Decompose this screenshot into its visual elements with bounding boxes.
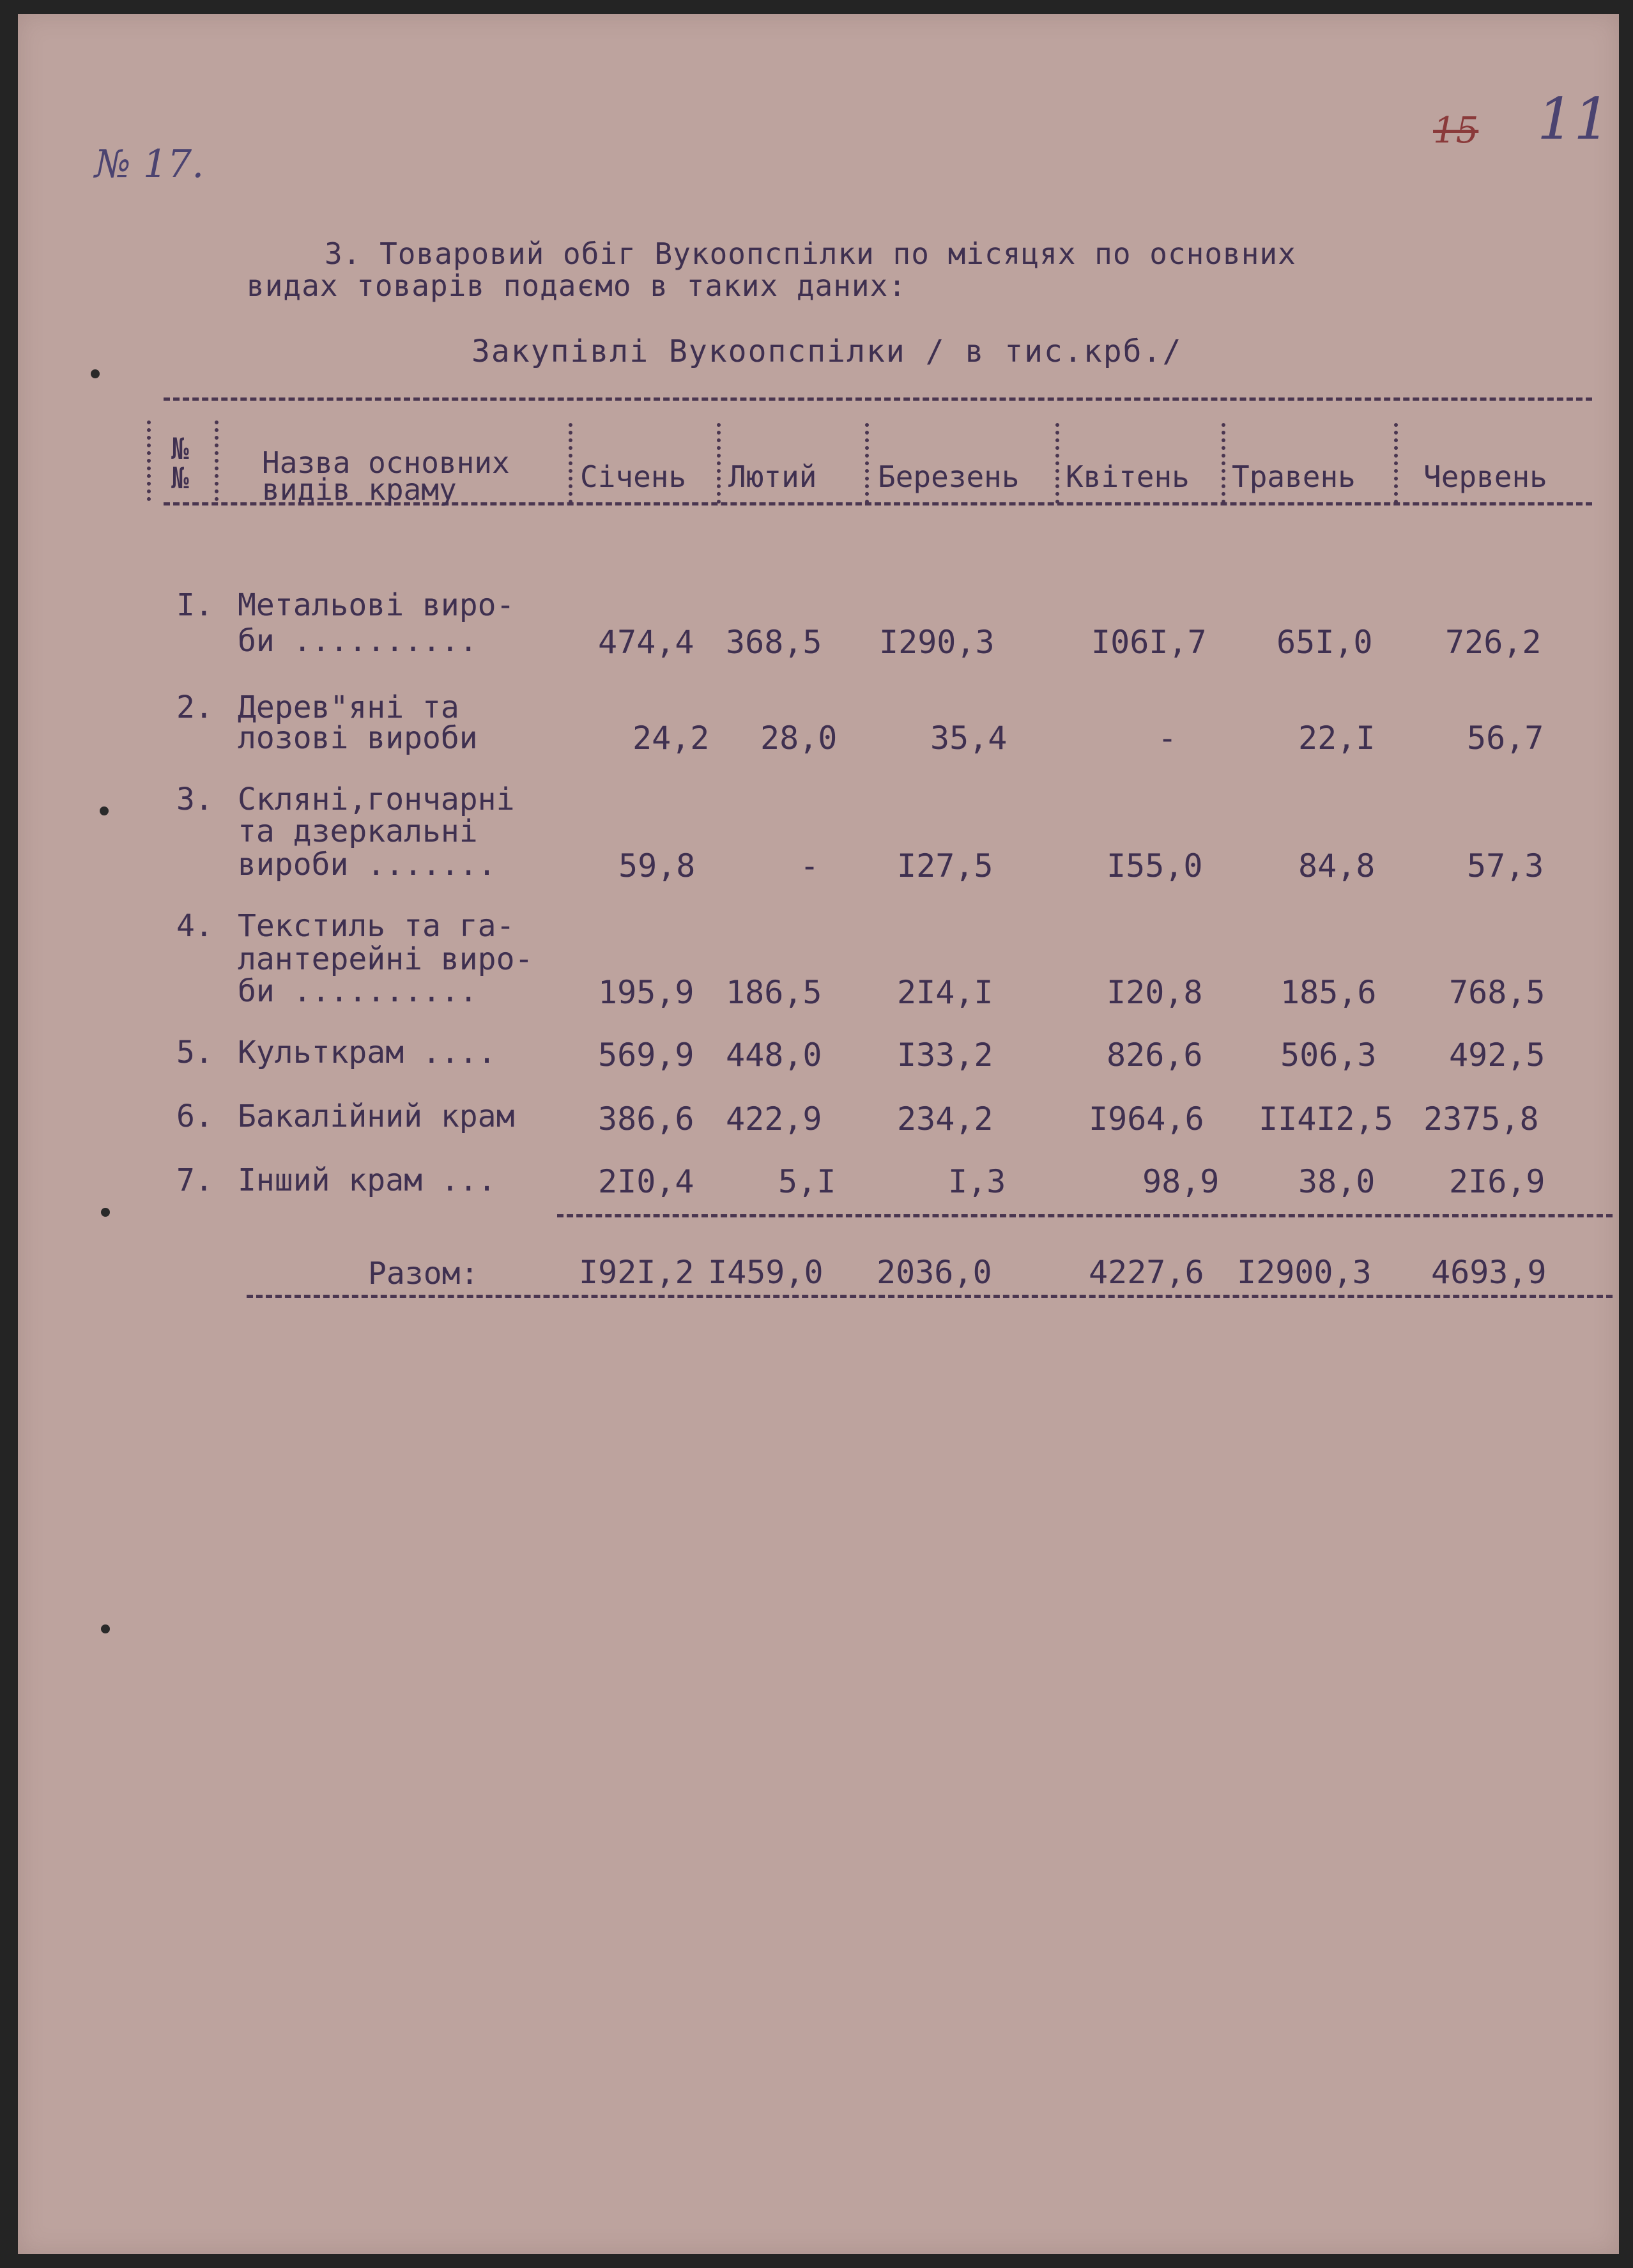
row-7-value-may: 38,0 <box>1298 1163 1376 1200</box>
row-6-num: 6. <box>176 1099 213 1134</box>
row-4-num: 4. <box>176 908 213 944</box>
header-separator <box>865 423 869 504</box>
row-6-value-feb: 422,9 <box>726 1100 822 1138</box>
header-month-jun: Червень <box>1423 459 1547 494</box>
header-month-mar: Березень <box>878 459 1020 494</box>
row-5-value-jun: 492,5 <box>1449 1037 1545 1074</box>
row-6-value-jun: 2375,8 <box>1423 1100 1539 1138</box>
row-7-value-jun: 2I6,9 <box>1449 1163 1545 1200</box>
row-6-value-mar: 234,2 <box>897 1100 993 1138</box>
header-month-feb: Лютий <box>728 459 817 494</box>
row-4-name-line1: Текстиль та га- <box>238 908 515 944</box>
row-2-value-may: 22,I <box>1298 720 1376 757</box>
row-1-value-may: 65I,0 <box>1276 624 1373 661</box>
row-2-value-mar: 35,4 <box>930 720 1008 757</box>
row-2-value-apr: - <box>1158 720 1177 757</box>
binder-hole <box>101 1208 110 1217</box>
row-1-value-mar: I290,3 <box>879 624 995 661</box>
total-value-feb: I459,0 <box>708 1254 824 1291</box>
row-3-value-feb: - <box>800 847 820 884</box>
row-5-value-apr: 826,6 <box>1107 1037 1203 1074</box>
row-1-value-apr: I06I,7 <box>1091 624 1207 661</box>
row-3-value-may: 84,8 <box>1298 847 1376 884</box>
row-3-name-line1: Скляні,гончарні <box>238 782 515 817</box>
row-5-value-may: 506,3 <box>1280 1037 1377 1074</box>
total-top-rule <box>557 1214 1613 1217</box>
binder-hole <box>101 1624 110 1633</box>
header-separator <box>1394 423 1398 504</box>
row-7-num: 7. <box>176 1162 213 1198</box>
row-4-value-feb: 186,5 <box>726 974 822 1011</box>
row-7-value-apr: 98,9 <box>1142 1163 1220 1200</box>
row-2-value-jan: 24,2 <box>632 720 710 757</box>
header-month-may: Травень <box>1232 459 1356 494</box>
row-1-num: I. <box>176 587 213 623</box>
row-2-num: 2. <box>176 690 213 725</box>
doc-number-annotation: № 17. <box>95 142 204 187</box>
row-3-value-jan: 59,8 <box>618 847 696 884</box>
row-3-num: 3. <box>176 782 213 817</box>
header-num-top: № <box>171 431 189 466</box>
total-value-mar: 2036,0 <box>877 1254 992 1291</box>
row-7-value-mar: I,3 <box>948 1163 1006 1200</box>
row-4-value-apr: I20,8 <box>1107 974 1203 1011</box>
row-6-name-line1: Бакалійний крам <box>238 1099 515 1134</box>
row-5-name-line1: Культкрам .... <box>238 1035 496 1070</box>
row-5-value-feb: 448,0 <box>726 1037 822 1074</box>
row-1-name-line1: Метальові виро- <box>238 587 515 623</box>
crossed-page-number: 15 <box>1433 110 1479 151</box>
row-4-value-jun: 768,5 <box>1449 974 1545 1011</box>
row-6-value-jan: 386,6 <box>598 1100 694 1138</box>
binder-hole <box>91 369 100 378</box>
row-3-value-jun: 57,3 <box>1467 847 1544 884</box>
row-1-value-jan: 474,4 <box>598 624 694 661</box>
row-3-value-apr: I55,0 <box>1107 847 1203 884</box>
row-1-value-jun: 726,2 <box>1445 624 1542 661</box>
row-7-name-line1: Інший крам ... <box>238 1162 496 1198</box>
total-label: Разом: <box>368 1256 479 1292</box>
row-2-value-feb: 28,0 <box>760 720 838 757</box>
row-7-value-jan: 2I0,4 <box>598 1163 694 1200</box>
row-3-name-line3: вироби ....... <box>238 847 496 883</box>
row-4-value-jan: 195,9 <box>598 974 694 1011</box>
header-month-jan: Січень <box>580 459 687 494</box>
row-1-name-line2: би .......... <box>238 623 478 659</box>
header-separator <box>147 420 151 501</box>
row-2-name-line1: Дерев"яні та <box>238 690 459 725</box>
row-1-value-feb: 368,5 <box>726 624 822 661</box>
row-6-value-apr: I964,6 <box>1089 1100 1204 1138</box>
row-6-value-may: II4I2,5 <box>1259 1100 1393 1138</box>
header-separator <box>1055 423 1059 504</box>
header-separator <box>215 420 218 501</box>
row-4-name-line3: би .......... <box>238 973 478 1009</box>
total-value-apr: 4227,6 <box>1089 1254 1204 1291</box>
row-2-value-jun: 56,7 <box>1467 720 1544 757</box>
header-name-line2: видів краму <box>262 472 457 507</box>
total-value-jan: I92I,2 <box>579 1254 694 1291</box>
header-month-apr: Квітень <box>1066 459 1190 494</box>
header-num-bottom: № <box>171 461 189 495</box>
row-3-name-line2: та дзеркальні <box>238 814 478 849</box>
row-5-num: 5. <box>176 1035 213 1070</box>
intro-line-2: видах товарів подаємо в таких даних: <box>247 268 907 303</box>
total-value-jun: 4693,9 <box>1431 1254 1547 1291</box>
row-4-value-may: 185,6 <box>1280 974 1377 1011</box>
header-top-rule <box>164 397 1592 401</box>
row-2-name-line2: лозові вироби <box>238 720 478 756</box>
binder-hole <box>100 806 109 815</box>
header-name-line1: Назва основних <box>262 445 510 480</box>
row-4-name-line2: лантерейні виро- <box>238 941 533 977</box>
row-3-value-mar: I27,5 <box>897 847 993 884</box>
header-separator <box>717 423 721 504</box>
row-5-value-mar: I33,2 <box>897 1037 993 1074</box>
row-5-value-jan: 569,9 <box>598 1037 694 1074</box>
page-number: 11 <box>1537 86 1611 153</box>
archival-page <box>18 14 1619 2254</box>
row-7-value-feb: 5,I <box>778 1163 836 1200</box>
header-separator <box>1222 423 1225 504</box>
total-bottom-rule <box>247 1295 1613 1298</box>
intro-line-1: 3. Товаровий обіг Вукоопспілки по місяцях по основних <box>325 236 1296 271</box>
header-separator <box>569 423 572 504</box>
table-subtitle: Закупівлі Вукоопспілки / в тис.крб./ <box>471 334 1183 369</box>
total-value-may: I2900,3 <box>1237 1254 1372 1291</box>
row-4-value-mar: 2I4,I <box>897 974 993 1011</box>
